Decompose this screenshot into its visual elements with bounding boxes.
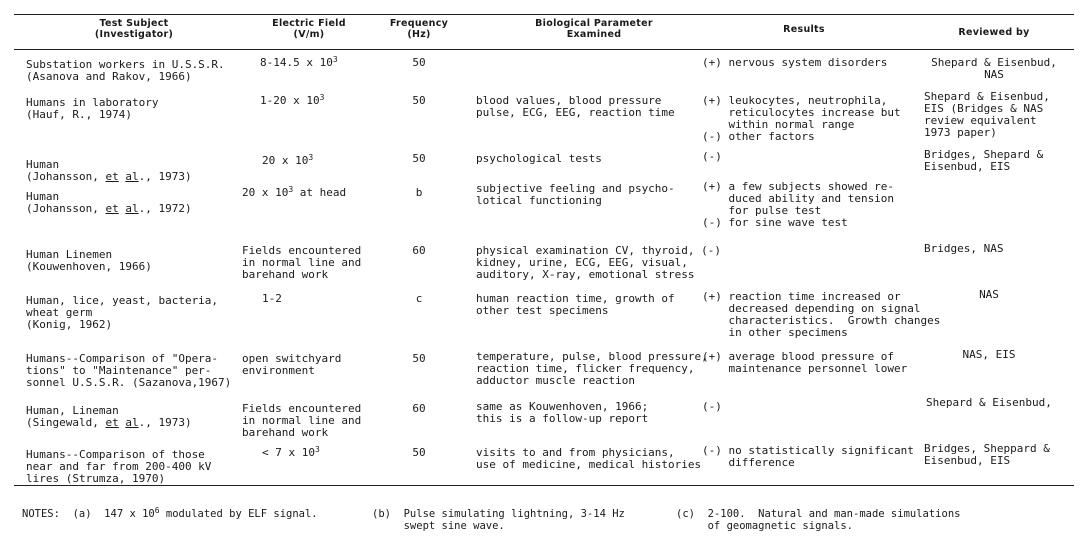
text: ., 1973) <box>138 416 192 429</box>
text: et <box>105 416 119 429</box>
line: duced ability and tension <box>702 192 895 205</box>
line: (-) for sine wave test <box>702 216 848 229</box>
line: wheat germ <box>26 306 93 319</box>
line: pulse, ECG, EEG, reaction time <box>476 106 675 119</box>
line: Bridges, NAS <box>924 242 1004 255</box>
line: barehand work <box>242 426 329 439</box>
cell-frequency: 50 <box>412 352 426 365</box>
line: (+) leukocytes, neutrophila, <box>702 94 888 107</box>
text: (Johansson, <box>26 170 106 183</box>
line: lotical functioning <box>476 194 602 207</box>
header-line: Test Subject <box>99 18 169 29</box>
line: at head <box>293 186 347 199</box>
line: 1-2 <box>262 292 282 305</box>
line: Eisenbud, EIS <box>924 454 1011 467</box>
cell-results <box>702 291 940 339</box>
cell-parameter <box>476 401 648 425</box>
cell-field <box>242 353 341 377</box>
line: (Asanova and Rakov, 1966) <box>26 70 192 83</box>
line: review equivalent <box>924 114 1037 127</box>
line: physical examination CV, thyroid, (-) <box>476 244 722 257</box>
cell-parameter <box>476 351 708 387</box>
cell-reviewed <box>919 57 1069 81</box>
text: modulated by ELF signal. <box>159 508 318 520</box>
table-header <box>14 15 1074 50</box>
line: use of medicine, medical histories <box>476 458 702 471</box>
cell-parameter <box>476 293 675 317</box>
cell-field <box>242 187 346 199</box>
data-table <box>14 14 1074 486</box>
line: characteristics. Growth changes <box>702 314 941 327</box>
line <box>26 417 192 429</box>
cell-subject <box>26 59 225 83</box>
cell-results <box>702 95 901 143</box>
line: (-) <box>702 150 722 163</box>
cell-parameter <box>476 95 675 119</box>
line: Human, lice, yeast, bacteria, <box>26 294 219 307</box>
header-line: Electric Field <box>272 18 346 29</box>
cell-reviewed <box>944 349 1034 361</box>
line: this is a follow-up report <box>476 412 649 425</box>
line: Shepard & Eisenbud, <box>924 90 1050 103</box>
line: 20 x 10 <box>242 186 289 199</box>
header-line: (Hz) <box>407 29 431 40</box>
cell-reviewed <box>924 149 1043 173</box>
header-line: Biological Parameter <box>535 18 653 29</box>
line: Bridges, Sheppard & <box>924 442 1050 455</box>
line: adductor muscle reaction <box>476 374 635 387</box>
note-c <box>676 508 960 532</box>
line: Shepard & Eisenbud, <box>926 396 1052 409</box>
cell-results <box>702 445 914 469</box>
cell-frequency: 60 <box>412 402 426 415</box>
cell-parameter <box>476 183 675 207</box>
header-results: Results <box>783 24 825 35</box>
line: EIS (Bridges & NAS <box>924 102 1044 115</box>
header-line: Frequency <box>389 18 449 29</box>
line: Humans--Comparison of "Opera- <box>26 352 219 365</box>
cell-field <box>242 245 361 281</box>
line: visits to and from physicians, <box>476 446 675 459</box>
line: NAS <box>984 68 1004 81</box>
line: (c) 2-100. Natural and man-made simulations <box>676 508 961 520</box>
line: (+) a few subjects showed re- <box>702 180 895 193</box>
cell-parameter <box>476 245 721 281</box>
line: Humans in laboratory <box>26 96 159 109</box>
line: 1-20 x 10 <box>260 94 320 107</box>
cell-reviewed <box>924 443 1050 467</box>
line: near and far from 200-400 kV <box>26 460 212 473</box>
cell-subject <box>26 295 218 331</box>
line: Humans--Comparison of those <box>26 448 205 461</box>
exponent: 3 <box>319 93 325 102</box>
line: Fields encountered <box>242 402 362 415</box>
line: < 7 x 10 <box>262 446 315 459</box>
cell-subject <box>26 249 152 273</box>
line: Shepard & Eisenbud, <box>931 56 1057 69</box>
line: environment <box>242 364 315 377</box>
line: Human <box>26 158 60 171</box>
line: within normal range <box>702 118 855 131</box>
text: et <box>105 170 119 183</box>
line: (Kouwenhoven, 1966) <box>26 260 152 273</box>
line: decreased depending on signal <box>702 302 921 315</box>
line: Eisenbud, EIS <box>924 160 1011 173</box>
header-line: (V/m) <box>293 29 325 40</box>
note-b <box>372 508 625 532</box>
text: (Singewald, <box>26 416 106 429</box>
cell-field <box>260 95 324 107</box>
exponent: 3 <box>332 55 338 64</box>
line: 8-14.5 x 10 <box>260 56 333 69</box>
line: human reaction time, growth of <box>476 292 675 305</box>
line: NAS <box>979 288 999 301</box>
cell-frequency: c <box>415 292 423 305</box>
header-electric-field <box>244 18 374 40</box>
line: (Hauf, R., 1974) <box>26 108 132 121</box>
cell-results <box>702 351 907 375</box>
line: Human, Lineman <box>26 404 119 417</box>
line <box>26 171 192 183</box>
line <box>26 203 192 215</box>
line: (+) nervous system disorders <box>702 56 888 69</box>
line: sonnel U.S.S.R. (Sazanova,1967) <box>26 376 232 389</box>
cell-subject <box>26 449 211 485</box>
exponent: 3 <box>308 153 314 162</box>
line: NAS, EIS <box>962 348 1016 361</box>
text: et <box>105 202 119 215</box>
cell-results <box>702 151 722 163</box>
line: difference <box>702 456 795 469</box>
cell-subject <box>26 159 192 183</box>
cell-frequency: 50 <box>412 94 426 107</box>
cell-subject <box>26 191 192 215</box>
cell-reviewed <box>924 243 1003 255</box>
line: tions" to "Maintenance" per- <box>26 364 212 377</box>
line: in other specimens <box>702 326 848 339</box>
line: kidney, urine, ECG, EEG, visual, <box>476 256 688 269</box>
cell-reviewed <box>924 91 1050 139</box>
cell-subject <box>26 353 231 389</box>
cell-field <box>262 447 320 459</box>
line: same as Kouwenhoven, 1966; <box>476 400 649 413</box>
header-biological-parameter <box>494 18 694 40</box>
header-reviewed-by: Reviewed by <box>958 27 1030 38</box>
line: lires (Strumza, 1970) <box>26 472 166 485</box>
line: auditory, X-ray, emotional stress <box>476 268 695 281</box>
cell-field <box>260 57 338 69</box>
line: (-) other factors <box>702 130 815 143</box>
line: (-) no statistically significant <box>702 444 914 457</box>
line: (+) average blood pressure of <box>702 350 895 363</box>
cell-results <box>702 57 887 69</box>
line: barehand work <box>242 268 329 281</box>
cell-frequency: 50 <box>412 446 426 459</box>
line: swept sine wave. <box>372 520 505 532</box>
cell-results <box>702 401 722 413</box>
line: Human <box>26 190 60 203</box>
line: subjective feeling and psycho- <box>476 182 675 195</box>
line: open switchyard <box>242 352 342 365</box>
line: (-) <box>702 400 722 413</box>
line: of geomagnetic signals. <box>676 520 854 532</box>
cell-frequency: 60 <box>412 244 426 257</box>
line: (Konig, 1962) <box>26 318 113 331</box>
cell-parameter <box>476 153 602 165</box>
line: Fields encountered <box>242 244 362 257</box>
line: (b) Pulse simulating lightning, 3-14 Hz <box>372 508 625 520</box>
cell-results <box>702 181 894 229</box>
cell-subject <box>26 405 192 429</box>
line: Substation workers in U.S.S.R. <box>26 58 225 71</box>
line: reticulocytes increase but <box>702 106 901 119</box>
header-frequency <box>379 18 459 40</box>
cell-frequency: b <box>415 186 423 199</box>
line: 20 x 10 <box>262 154 309 167</box>
cell-frequency: 50 <box>412 152 426 165</box>
text: NOTES: (a) 147 x 10 <box>22 508 155 520</box>
exponent: 3 <box>314 445 320 454</box>
cell-field <box>262 293 282 305</box>
line: for pulse test <box>702 204 822 217</box>
line: temperature, pulse, blood pressure, <box>476 350 708 363</box>
text: al <box>125 202 139 215</box>
header-line: Examined <box>566 29 622 40</box>
cell-reviewed <box>954 289 1024 301</box>
line: other test specimens <box>476 304 609 317</box>
line: in normal line and <box>242 414 362 427</box>
text: al <box>125 416 139 429</box>
cell-reviewed <box>926 397 1052 409</box>
line: psychological tests <box>476 152 602 165</box>
line: maintenance personnel lower <box>702 362 908 375</box>
cell-frequency: 50 <box>412 56 426 69</box>
line: in normal line and <box>242 256 362 269</box>
line: Human Linemen <box>26 248 113 261</box>
text: (Johansson, <box>26 202 106 215</box>
cell-field <box>242 403 361 439</box>
cell-parameter <box>476 447 701 471</box>
line: 1973 paper) <box>924 126 997 139</box>
line: blood values, blood pressure <box>476 94 662 107</box>
note-a <box>22 508 318 520</box>
text: ., 1973) <box>138 170 192 183</box>
line: Bridges, Shepard & <box>924 148 1044 161</box>
line: reaction time, flicker frequency, <box>476 362 695 375</box>
exponent: 6 <box>154 506 160 515</box>
line: (+) reaction time increased or <box>702 290 901 303</box>
cell-field <box>262 155 313 167</box>
text: al <box>125 170 139 183</box>
header-test-subject <box>54 18 214 40</box>
text: ., 1972) <box>138 202 192 215</box>
cell-subject <box>26 97 158 121</box>
exponent: 3 <box>288 185 294 194</box>
header-line: (Investigator) <box>94 29 174 40</box>
